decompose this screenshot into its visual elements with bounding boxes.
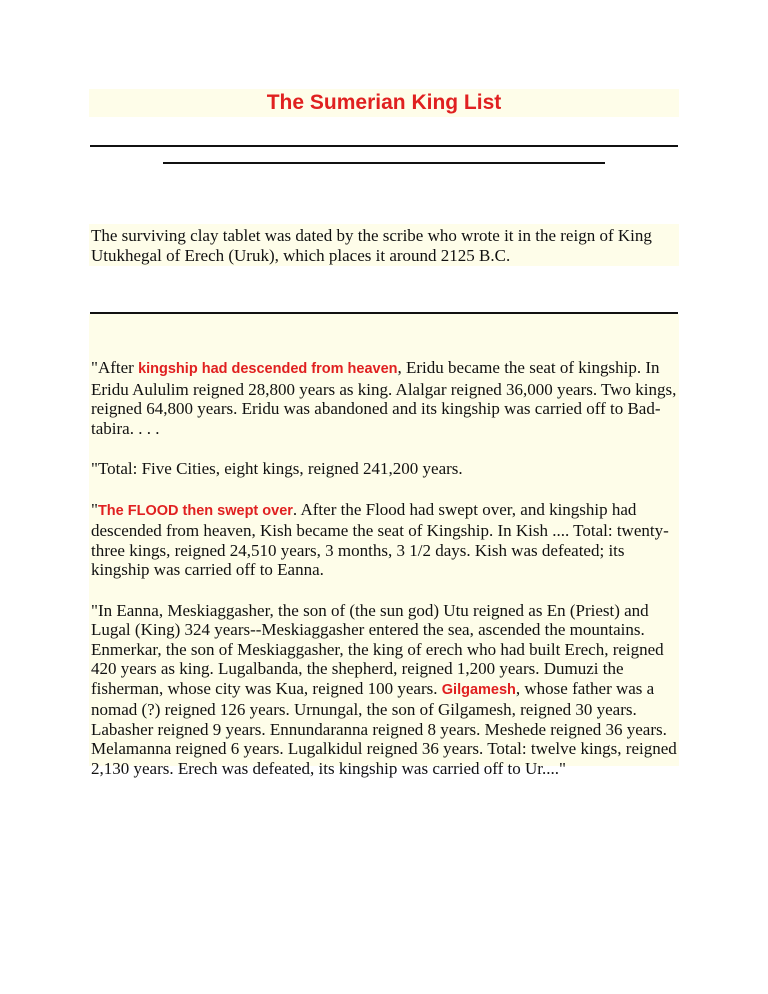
paragraph-flood [89, 498, 679, 580]
paragraph-text: " [91, 499, 98, 519]
king-list-section [89, 314, 679, 778]
horizontal-rule-short [163, 162, 605, 164]
intro-section [89, 224, 679, 266]
king-list-text [89, 356, 679, 797]
paragraph-text: . After the Flood had swept over, and kingship had descended from heaven, Kish became the seat of Kingship. In Kish .... Total: twenty-three kings, reigned 24,510 years, 3 months, 3 1/2 days. Kish was defeated; its kingship was carried off to Eanna. [91, 499, 669, 579]
highlight-gilgamesh: Gilgamesh [441, 681, 516, 698]
paragraph-text: , Eridu became the seat of kingship. In Eridu Aululim reigned 28,800 years as king. Alalgar reigned 36,000 years. Two kings, reigned 64,800 years. Eridu was abandoned and its kingship was carried off to Bad-tabira. . . . [91, 358, 677, 438]
intro-paragraph: The surviving clay tablet was dated by the scribe who wrote it in the reign of King Utukhegal of Erech (Uruk), which places it around 2125 B.C. [91, 226, 652, 265]
paragraph-total-five-cities: "Total: Five Cities, eight kings, reigned 241,200 years. [91, 459, 463, 478]
paragraph-text: "After [91, 358, 139, 377]
highlight-kingship-from-heaven: kingship had descended from heaven [138, 361, 398, 377]
highlight-flood: The FLOOD then swept over [97, 502, 293, 519]
paragraph-eridu [89, 356, 679, 438]
paragraph-text: "In Eanna, Meskiaggasher, the son of (the sun god) Utu reigned as En (Priest) and Lugal (King) 324 years--Meskiaggasher entered the sea, ascended the mountains. Enmerkar, the son of Meskiaggasher, the king of erech who had built Erech, reigned 420 years as king. Lugalbanda, the shepherd, reigned 1,200 years. Dumuzi the fisherman, whose city was Kua, reigned 100 years. [91, 600, 664, 698]
page-title: The Sumerian King List [266, 91, 502, 114]
horizontal-rule-top [90, 145, 678, 147]
paragraph-eanna [89, 599, 679, 779]
paragraph-text: , whose father was a nomad (?) reigned 126 years. Urnungal, the son of Gilgamesh, reigned 30 years. Labasher reigned 9 years. Ennundaranna reigned 8 years. Meshede reigned 36 years. Melamanna reigned 6 years. Lugalkidul reigned 36 years. Total: twelve kings, reigned 2,130 years. Erech was defeated, its kingship was carried off to Ur...." [91, 678, 677, 778]
title-band [89, 89, 679, 117]
